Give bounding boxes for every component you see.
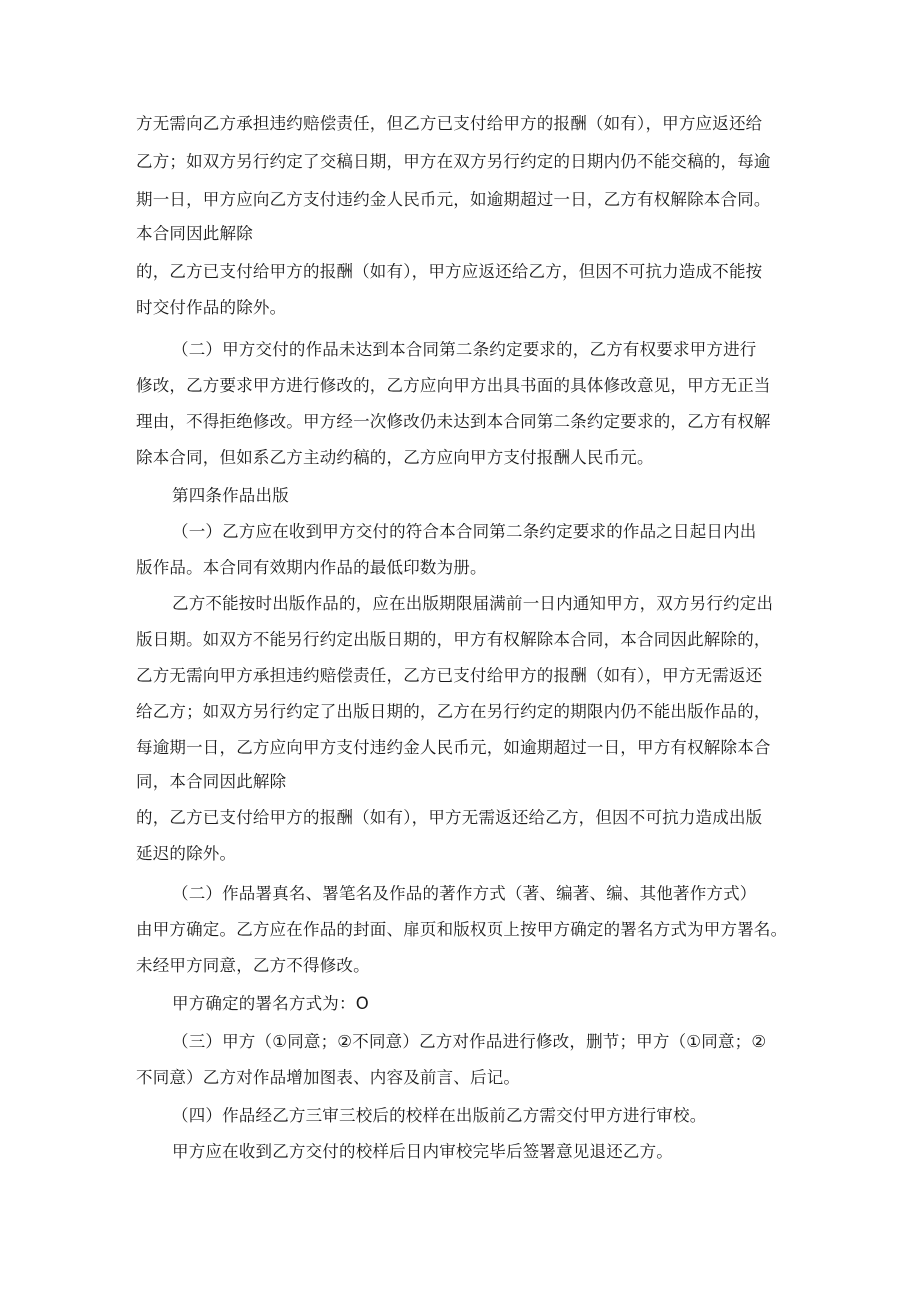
text-line: 不同意）乙方对作品增加图表、内容及前言、后记。 [136,1068,521,1087]
text-line: 版日期。如双方不能另行约定出版日期的，甲方有权解除本合同，本合同因此解除的， [136,630,771,649]
text-line: 由甲方确定。乙方应在作品的封面、扉页和版权页上按甲方确定的署名方式为甲方署名。 [136,920,788,939]
text-line: 给乙方；如双方另行约定了出版日期的，乙方在另行约定的期限内仍不能出版作品的， [136,702,771,721]
text-line: 本合同因此解除 [136,224,253,243]
text-line: 除本合同，但如系乙方主动约稿的，乙方应向甲方支付报酬人民币元。 [136,448,654,467]
text-line: （二）作品署真名、署笔名及作品的著作方式（著、编著、编、其他著作方式） [172,884,757,903]
text-line: 乙方不能按时出版作品的，应在出版期限届满前一日内通知甲方，双方另行约定出 [172,594,774,613]
text-line: （三）甲方（①同意；②不同意）乙方对作品进行修改，删节；甲方（①同意；② [172,1032,767,1051]
text-line: 延迟的除外。 [136,844,237,863]
text-line: 版作品。本合同有效期内作品的最低印数为册。 [136,558,487,577]
text-line: 同，本合同因此解除 [136,772,287,791]
text-line: （四）作品经乙方三审三校后的校样在出版前乙方需交付甲方进行审校。 [172,1106,707,1125]
text-line: 甲方确定的署名方式为：O [172,994,369,1013]
text-line: （一）乙方应在收到甲方交付的符合本合同第二条约定要求的作品之日起日内出 [172,522,757,541]
text-line: 第四条作品出版 [172,486,289,505]
text-line: 乙方无需向甲方承担违约赔偿责任，乙方已支付给甲方的报酬（如有），甲方无需返还 [136,666,763,685]
text-line: 修改，乙方要求甲方进行修改的，乙方应向甲方出具书面的具体修改意见，甲方无正当 [136,376,771,395]
text-line: 未经甲方同意，乙方不得修改。 [136,956,370,975]
text-line: （二）甲方交付的作品未达到本合同第二条约定要求的，乙方有权要求甲方进行 [172,340,757,359]
text-line: 方无需向乙方承担违约赔偿责任，但乙方已支付给甲方的报酬（如有），甲方应返还给 [136,114,763,133]
text-line: 期一日，甲方应向乙方支付违约金人民币元，如逾期超过一日，乙方有权解除本合同。 [136,190,771,209]
text-line: 乙方；如双方另行约定了交稿日期，甲方在双方另行约定的日期内仍不能交稿的，每逾 [136,152,771,171]
text-line: 时交付作品的除外。 [136,298,287,317]
text-line: 甲方应在收到乙方交付的校样后日内审校完毕后签署意见退还乙方。 [172,1142,673,1161]
text-line: 每逾期一日，乙方应向甲方支付违约金人民币元，如逾期超过一日，甲方有权解除本合 [136,738,771,757]
text-line: 的，乙方已支付给甲方的报酬（如有），甲方应返还给乙方，但因不可抗力造成不能按 [136,262,763,281]
text-line: 理由，不得拒绝修改。甲方经一次修改仍未达到本合同第二条约定要求的，乙方有权解 [136,412,771,431]
text-line: 的，乙方已支付给甲方的报酬（如有），甲方无需返还给乙方，但因不可抗力造成出版 [136,808,763,827]
